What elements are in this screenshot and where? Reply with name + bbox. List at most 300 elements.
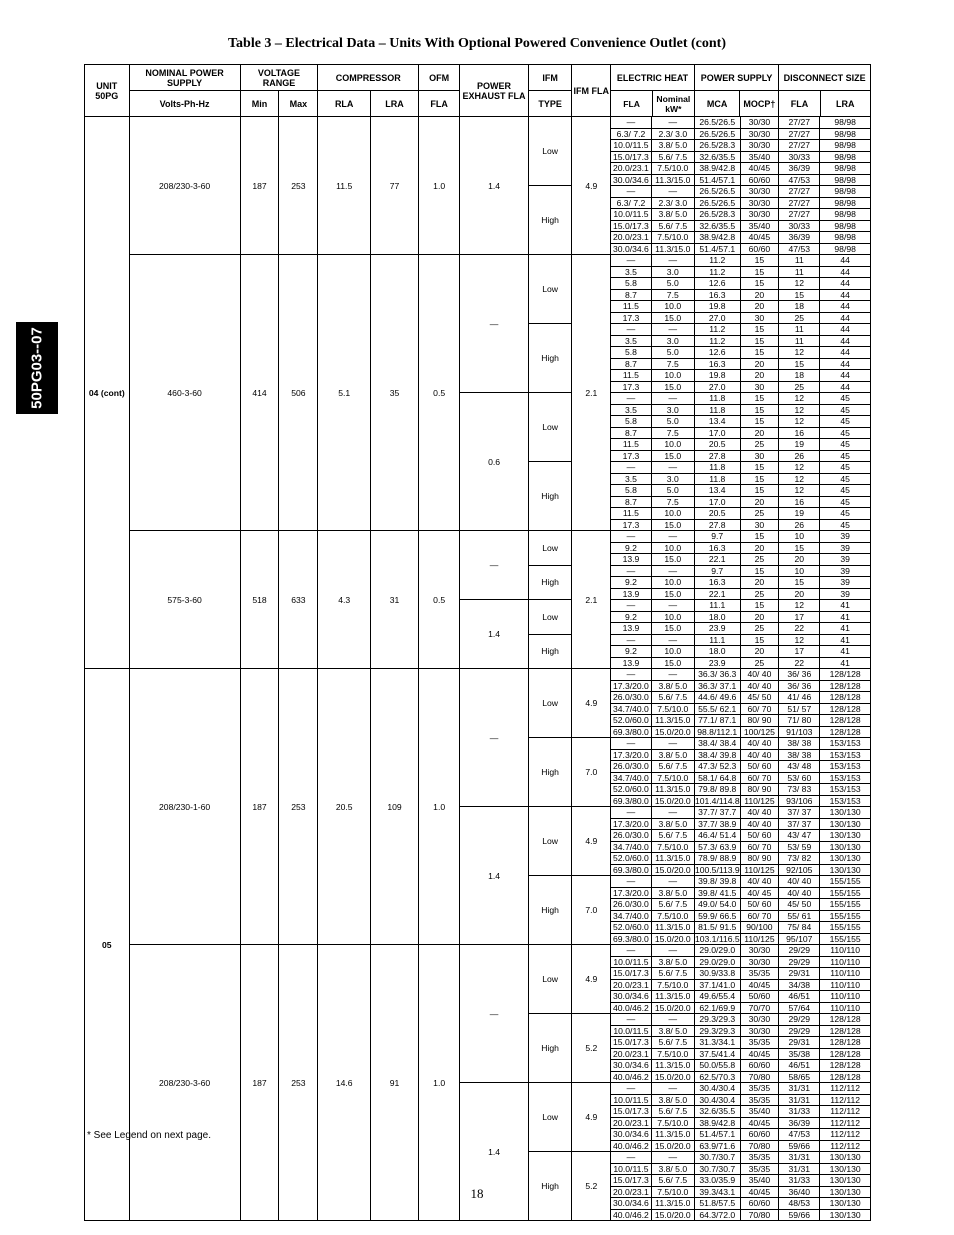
mca-value: 11.8 xyxy=(694,462,740,473)
eh-kw-value: — xyxy=(651,1083,694,1094)
mocp-value: 30/30 xyxy=(740,1025,779,1037)
ds-fla-value: 43/ 47 xyxy=(779,830,820,842)
ds-lra-value: 112/112 xyxy=(820,1117,870,1129)
ds-lra-value: 45 xyxy=(820,462,870,473)
ds-lra-value: 130/130 xyxy=(820,818,870,830)
eh-kw-value: 10.0 xyxy=(651,542,694,554)
mca-value: 39.8/ 41.5 xyxy=(694,887,740,899)
eh-kw-value: 10.0 xyxy=(651,577,694,589)
volts-cell: 460-3-60 xyxy=(129,255,240,531)
ifm-type-cell: High xyxy=(528,738,571,807)
volts-cell: 208/230-1-60 xyxy=(129,669,240,945)
data-row xyxy=(611,1002,870,1013)
ds-lra-value: 153/153 xyxy=(820,749,870,761)
eh-fla-value: 5.8 xyxy=(624,347,637,358)
ds-lra-value: 98/98 xyxy=(820,232,870,244)
mca-value: 9.7 xyxy=(694,566,740,577)
ds-fla-value: 46/51 xyxy=(779,991,820,1003)
eh-kw-value: 3.0 xyxy=(651,473,694,485)
ds-fla-value: 16 xyxy=(779,496,820,508)
ds-lra-value: 112/112 xyxy=(820,1083,870,1094)
ifm-fla-cell: 5.2 xyxy=(572,1152,611,1221)
header-ifm: IFM xyxy=(528,65,571,91)
eh-kw-value: 15.0/20.0 xyxy=(651,1140,694,1151)
ds-lra-value: 98/98 xyxy=(820,220,870,232)
ds-lra-value: 39 xyxy=(820,566,870,577)
eh-kw-value: 5.6/ 7.5 xyxy=(651,761,694,773)
eh-kw-value: 7.5/10.0 xyxy=(651,163,694,175)
footnote: * See Legend on next page. xyxy=(87,1130,211,1141)
ds-lra-value: 130/130 xyxy=(820,864,870,875)
ifm-type-cell: High xyxy=(528,565,571,600)
unit-cell: 04 (cont) xyxy=(85,117,130,669)
mca-value: 11.2 xyxy=(694,335,740,347)
ds-fla-value: 12 xyxy=(779,278,820,290)
mocp-value: 15 xyxy=(740,255,779,266)
data-row xyxy=(611,1117,870,1129)
eh-fla-value: 3.5 xyxy=(624,404,637,415)
mca-value: 39.8/ 39.8 xyxy=(694,876,740,887)
data-row xyxy=(611,1140,870,1151)
ds-fla-value: 19 xyxy=(779,439,820,451)
eh-fla-value: 17.3/20.0 xyxy=(613,749,649,760)
eh-kw-value: 15.0/20.0 xyxy=(651,1002,694,1013)
mca-value: 9.7 xyxy=(694,531,740,542)
ds-lra-value: 155/155 xyxy=(820,933,870,944)
mocp-value: 30 xyxy=(740,381,779,392)
ds-lra-value: 98/98 xyxy=(820,197,870,209)
data-row xyxy=(611,243,870,254)
ds-fla-value: 12 xyxy=(779,600,820,611)
data-row xyxy=(611,370,870,382)
ds-lra-value: 110/110 xyxy=(820,945,870,956)
data-row xyxy=(611,278,870,290)
mca-value: 55.5/ 62.1 xyxy=(694,703,740,715)
ds-fla-value: 59/66 xyxy=(779,1140,820,1151)
mocp-value: 15 xyxy=(740,335,779,347)
data-row xyxy=(611,933,870,944)
data-block xyxy=(611,1014,871,1083)
header-ds-fla: FLA xyxy=(779,91,820,117)
eh-kw-value: 5.6/ 7.5 xyxy=(651,1106,694,1118)
ds-lra-value: 153/153 xyxy=(820,761,870,773)
mocp-value: 50/ 60 xyxy=(740,761,779,773)
mocp-value: 40/45 xyxy=(740,1117,779,1129)
eh-fla-value: 30.0/34.6 xyxy=(613,1198,649,1209)
data-row xyxy=(611,140,870,152)
mca-value: 11.8 xyxy=(694,404,740,416)
ifm-type-cell: Low xyxy=(528,1083,571,1152)
eh-kw-value: 15.0/20.0 xyxy=(651,864,694,875)
mocp-value: 40/45 xyxy=(740,232,779,244)
mca-value: 26.5/28.3 xyxy=(694,140,740,152)
data-row xyxy=(611,462,870,473)
ds-fla-value: 30/33 xyxy=(779,220,820,232)
eh-fla-value: 30.0/34.6 xyxy=(613,1129,649,1140)
mocp-value: 15 xyxy=(740,278,779,290)
mca-value: 38.9/42.8 xyxy=(694,232,740,244)
mocp-value: 25 xyxy=(740,439,779,451)
mca-value: 51.4/57.1 xyxy=(694,1129,740,1141)
mocp-value: 60/60 xyxy=(740,243,779,254)
ds-lra-value: 155/155 xyxy=(820,922,870,934)
mca-value: 101.4/114.8 xyxy=(694,795,740,806)
ds-lra-value: 41 xyxy=(820,623,870,634)
ds-fla-value: 11 xyxy=(779,255,820,266)
ds-fla-value: 37/ 37 xyxy=(779,807,820,818)
mca-value: 17.0 xyxy=(694,427,740,439)
mocp-value: 35/40 xyxy=(740,151,779,163)
mca-value: 98.8/112.1 xyxy=(694,726,740,737)
eh-fla-value: 40.0/46.2 xyxy=(613,1209,649,1220)
lra-cell: 77 xyxy=(371,117,419,255)
ds-fla-value: 36/39 xyxy=(779,163,820,175)
mocp-value: 15 xyxy=(740,393,779,404)
mocp-value: 15 xyxy=(740,404,779,416)
data-row xyxy=(611,772,870,784)
power-exhaust-cell: 1.4 xyxy=(460,1083,529,1221)
data-row xyxy=(611,864,870,875)
eh-fla-value: 20.0/23.1 xyxy=(613,163,649,174)
ifm-fla-cell: 7.0 xyxy=(572,738,611,807)
ds-lra-value: 45 xyxy=(820,519,870,530)
ifm-fla-cell: 2.1 xyxy=(572,531,611,669)
ds-fla-value: 35/38 xyxy=(779,1048,820,1060)
eh-fla-value: 17.3 xyxy=(622,312,640,323)
ds-fla-value: 36/39 xyxy=(779,232,820,244)
mocp-value: 35/40 xyxy=(740,1175,779,1187)
eh-kw-value: 7.5/10.0 xyxy=(651,772,694,784)
ds-lra-value: 128/128 xyxy=(820,1048,870,1060)
mocp-value: 25 xyxy=(740,588,779,599)
data-block xyxy=(611,1083,871,1152)
data-row xyxy=(611,1175,870,1187)
eh-kw-value: 10.0 xyxy=(651,646,694,658)
eh-fla-value: 8.7 xyxy=(624,289,637,300)
header-unit: UNIT 50PG xyxy=(85,65,130,117)
ds-fla-value: 29/29 xyxy=(779,1014,820,1025)
mocp-value: 20 xyxy=(740,427,779,439)
ds-lra-value: 128/128 xyxy=(820,692,870,704)
mocp-value: 20 xyxy=(740,370,779,382)
ifm-fla-cell: 2.1 xyxy=(572,255,611,531)
ds-fla-value: 15 xyxy=(779,289,820,301)
ds-fla-value: 27/27 xyxy=(779,140,820,152)
mocp-value: 40/ 40 xyxy=(740,749,779,761)
eh-fla-value: — xyxy=(626,669,636,680)
ds-lra-value: 128/128 xyxy=(820,715,870,727)
mca-value: 26.5/26.5 xyxy=(694,197,740,209)
eh-kw-value: 7.5/10.0 xyxy=(651,1117,694,1129)
mocp-value: 40/ 40 xyxy=(740,669,779,680)
eh-fla-value: 69.3/80.0 xyxy=(613,864,649,875)
ds-fla-value: 18 xyxy=(779,301,820,313)
data-row xyxy=(611,979,870,991)
ds-lra-value: 44 xyxy=(820,289,870,301)
eh-fla-value: 15.0/17.3 xyxy=(613,968,649,979)
data-row xyxy=(611,922,870,934)
eh-fla-value: — xyxy=(626,600,636,611)
data-row xyxy=(611,128,870,140)
eh-fla-value: 52.0/60.0 xyxy=(613,784,649,795)
mca-value: 20.5 xyxy=(694,439,740,451)
data-row xyxy=(611,588,870,599)
mca-value: 19.8 xyxy=(694,301,740,313)
ds-fla-value: 29/31 xyxy=(779,968,820,980)
eh-kw-value: 7.5/10.0 xyxy=(651,1048,694,1060)
eh-kw-value: — xyxy=(651,738,694,749)
eh-fla-value: 34.7/40.0 xyxy=(613,841,649,852)
eh-fla-value: 20.0/23.1 xyxy=(613,1186,649,1197)
page-title: Table 3 – Electrical Data – Units With Optional Powered Convenience Outlet (cont) xyxy=(227,36,726,51)
data-row xyxy=(611,841,870,853)
eh-kw-value: 15.0/20.0 xyxy=(651,1071,694,1082)
data-block xyxy=(611,945,871,1014)
ds-fla-value: 73/ 82 xyxy=(779,853,820,865)
eh-kw-value: 11.3/15.0 xyxy=(651,922,694,934)
mca-value: 49.6/55.4 xyxy=(694,991,740,1003)
ds-fla-value: 47/53 xyxy=(779,174,820,185)
eh-fla-value: 15.0/17.3 xyxy=(613,1175,649,1186)
volts-cell: 575-3-60 xyxy=(129,531,240,669)
eh-fla-value: 20.0/23.1 xyxy=(613,979,649,990)
eh-fla-value: 17.3 xyxy=(622,450,640,461)
mocp-value: 35/35 xyxy=(740,1163,779,1175)
data-row xyxy=(611,496,870,508)
mocp-value: 15 xyxy=(740,635,779,646)
ds-lra-value: 39 xyxy=(820,577,870,589)
eh-fla-value: 11.5 xyxy=(622,370,639,381)
eh-fla-value: 40.0/46.2 xyxy=(613,1140,649,1151)
mca-value: 58.1/ 64.8 xyxy=(694,772,740,784)
ds-fla-value: 29/31 xyxy=(779,1037,820,1049)
data-row xyxy=(611,347,870,359)
data-row xyxy=(611,611,870,623)
mca-value: 77.1/ 87.1 xyxy=(694,715,740,727)
rla-cell: 11.5 xyxy=(318,117,371,255)
mca-value: 27.8 xyxy=(694,519,740,530)
mca-value: 16.3 xyxy=(694,577,740,589)
mocp-value: 15 xyxy=(740,347,779,359)
table-row xyxy=(85,117,871,186)
eh-kw-value: — xyxy=(651,566,694,577)
ds-fla-value: 27/27 xyxy=(779,128,820,140)
mocp-value: 25 xyxy=(740,508,779,520)
eh-kw-value: 3.8/ 5.0 xyxy=(651,1025,694,1037)
data-row xyxy=(611,945,870,956)
mocp-value: 30/30 xyxy=(740,197,779,209)
ds-fla-value: 36/40 xyxy=(779,1186,820,1198)
eh-kw-value: — xyxy=(651,945,694,956)
mocp-value: 50/ 60 xyxy=(740,830,779,842)
eh-fla-value: 11.5 xyxy=(622,439,639,450)
mca-value: 51.4/57.1 xyxy=(694,174,740,185)
eh-fla-value: 15.0/17.3 xyxy=(613,220,649,231)
rla-cell: 14.6 xyxy=(318,945,371,1221)
mca-value: 49.0/ 54.0 xyxy=(694,899,740,911)
eh-kw-value: — xyxy=(651,117,694,128)
eh-kw-value: 7.5/10.0 xyxy=(651,232,694,244)
data-row xyxy=(611,255,870,266)
eh-fla-value: — xyxy=(626,531,636,542)
data-row xyxy=(611,427,870,439)
mocp-value: 50/ 60 xyxy=(740,899,779,911)
data-row xyxy=(611,761,870,773)
mca-value: 16.3 xyxy=(694,289,740,301)
mca-value: 78.9/ 88.9 xyxy=(694,853,740,865)
ds-fla-value: 55/ 61 xyxy=(779,910,820,922)
eh-kw-value: 15.0/20.0 xyxy=(651,726,694,737)
ds-fla-value: 22 xyxy=(779,657,820,668)
electrical-data-table xyxy=(84,64,871,1221)
eh-kw-value: 15.0 xyxy=(651,519,694,530)
header-ofm-fla: FLA xyxy=(419,91,460,117)
mocp-value: 30/30 xyxy=(740,140,779,152)
mocp-value: 20 xyxy=(740,611,779,623)
ds-lra-value: 153/153 xyxy=(820,795,870,806)
table-row xyxy=(85,255,871,324)
ds-lra-value: 44 xyxy=(820,266,870,278)
header-max: Max xyxy=(279,91,318,117)
eh-fla-value: 13.9 xyxy=(622,623,640,634)
eh-kw-value: — xyxy=(651,324,694,335)
data-row xyxy=(611,301,870,313)
eh-kw-value: 3.8/ 5.0 xyxy=(651,209,694,221)
data-row xyxy=(611,692,870,704)
unit-cell: 05 xyxy=(85,669,130,1221)
eh-kw-value: 10.0 xyxy=(651,370,694,382)
data-row xyxy=(611,1106,870,1118)
eh-kw-value: 2.3/ 3.0 xyxy=(651,197,694,209)
eh-kw-value: — xyxy=(651,255,694,266)
eh-kw-value: 11.3/15.0 xyxy=(651,853,694,865)
ds-fla-value: 71/ 80 xyxy=(779,715,820,727)
mca-value: 29.3/29.3 xyxy=(694,1025,740,1037)
ifm-type-cell: High xyxy=(528,1014,571,1083)
ds-fla-value: 12 xyxy=(779,462,820,473)
ds-fla-value: 37/ 37 xyxy=(779,818,820,830)
lra-cell: 109 xyxy=(371,669,419,945)
mca-value: 37.7/ 38.9 xyxy=(694,818,740,830)
mocp-value: 40/45 xyxy=(740,163,779,175)
mca-value: 27.8 xyxy=(694,450,740,461)
mocp-value: 30/30 xyxy=(740,117,779,128)
data-row xyxy=(611,151,870,163)
eh-kw-value: 5.6/ 7.5 xyxy=(651,899,694,911)
data-row xyxy=(611,358,870,370)
eh-kw-value: 5.6/ 7.5 xyxy=(651,220,694,232)
mca-value: 11.1 xyxy=(694,600,740,611)
mca-value: 39.3/43.1 xyxy=(694,1186,740,1198)
eh-kw-value: — xyxy=(651,1014,694,1025)
ds-fla-value: 20 xyxy=(779,554,820,565)
ds-fla-value: 11 xyxy=(779,324,820,335)
eh-fla-value: 30.0/34.6 xyxy=(613,991,649,1002)
ds-lra-value: 153/153 xyxy=(820,738,870,749)
data-row xyxy=(611,473,870,485)
ds-lra-value: 98/98 xyxy=(820,209,870,221)
ds-fla-value: 12 xyxy=(779,404,820,416)
eh-fla-value: 11.5 xyxy=(622,301,639,312)
ds-lra-value: 45 xyxy=(820,439,870,451)
power-exhaust-cell: 1.4 xyxy=(460,600,529,669)
data-block xyxy=(611,738,871,807)
data-row xyxy=(611,531,870,542)
ds-lra-value: 112/112 xyxy=(820,1140,870,1151)
ifm-type-cell: Low xyxy=(528,807,571,876)
ds-fla-value: 45/ 50 xyxy=(779,899,820,911)
eh-kw-value: 3.0 xyxy=(651,335,694,347)
header-power-exhaust: POWER EXHAUST FLA xyxy=(460,65,529,117)
eh-fla-value: 26.0/30.0 xyxy=(613,899,649,910)
ds-fla-value: 46/51 xyxy=(779,1060,820,1072)
ds-fla-value: 41/ 46 xyxy=(779,692,820,704)
ifm-type-cell: Low xyxy=(528,255,571,324)
data-row xyxy=(611,266,870,278)
eh-kw-value: 7.5/10.0 xyxy=(651,1186,694,1198)
ds-lra-value: 39 xyxy=(820,542,870,554)
ds-fla-value: 58/65 xyxy=(779,1071,820,1082)
ds-lra-value: 98/98 xyxy=(820,163,870,175)
data-row xyxy=(611,163,870,175)
ds-fla-value: 31/31 xyxy=(779,1163,820,1175)
mca-value: 33.0/35.9 xyxy=(694,1175,740,1187)
ofm-cell: 1.0 xyxy=(419,117,460,255)
data-row xyxy=(611,209,870,221)
eh-fla-value: 8.7 xyxy=(624,358,637,369)
eh-fla-value: — xyxy=(626,393,636,404)
header-min: Min xyxy=(240,91,279,117)
data-row xyxy=(611,956,870,968)
ds-lra-value: 130/130 xyxy=(820,1209,870,1220)
data-row xyxy=(611,715,870,727)
ds-lra-value: 110/110 xyxy=(820,1002,870,1013)
lra-cell: 31 xyxy=(371,531,419,669)
eh-kw-value: 5.6/ 7.5 xyxy=(651,1037,694,1049)
ds-fla-value: 17 xyxy=(779,646,820,658)
eh-kw-value: 7.5 xyxy=(651,289,694,301)
eh-fla-value: 17.3 xyxy=(622,381,640,392)
mca-value: 62.5/70.3 xyxy=(694,1071,740,1082)
ds-fla-value: 12 xyxy=(779,393,820,404)
table-body xyxy=(85,117,871,1221)
mocp-value: 15 xyxy=(740,531,779,542)
data-row xyxy=(611,577,870,589)
ds-fla-value: 48/53 xyxy=(779,1198,820,1210)
mca-value: 22.1 xyxy=(694,588,740,599)
data-row xyxy=(611,623,870,634)
mocp-value: 35/35 xyxy=(740,968,779,980)
mocp-value: 20 xyxy=(740,646,779,658)
mocp-value: 35/35 xyxy=(740,1037,779,1049)
mocp-value: 15 xyxy=(740,324,779,335)
ds-lra-value: 155/155 xyxy=(820,910,870,922)
ds-fla-value: 31/31 xyxy=(779,1094,820,1106)
header-disconnect: DISCONNECT SIZE xyxy=(779,65,871,91)
mca-value: 51.8/57.5 xyxy=(694,1198,740,1210)
eh-fla-value: 34.7/40.0 xyxy=(613,703,649,714)
eh-kw-value: — xyxy=(651,531,694,542)
eh-kw-value: 11.3/15.0 xyxy=(651,991,694,1003)
ds-lra-value: 128/128 xyxy=(820,669,870,680)
lra-cell: 91 xyxy=(371,945,419,1221)
data-row xyxy=(611,519,870,530)
ofm-cell: 1.0 xyxy=(419,669,460,945)
ds-lra-value: 98/98 xyxy=(820,151,870,163)
data-block xyxy=(611,324,871,393)
volts-cell: 208/230-3-60 xyxy=(129,945,240,1221)
eh-kw-value: 5.6/ 7.5 xyxy=(651,968,694,980)
